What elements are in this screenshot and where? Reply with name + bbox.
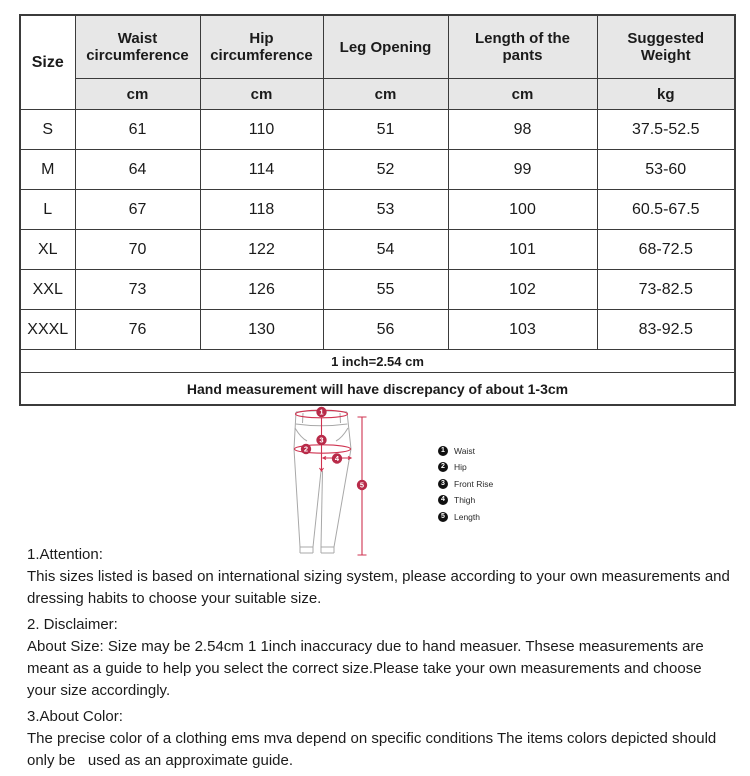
table-note-inch-row: [20, 350, 735, 373]
size-chart-table: [19, 14, 736, 406]
cell-waist: 64: [75, 150, 200, 190]
cell-leg: 56: [323, 310, 448, 350]
cell-size: S: [20, 110, 75, 150]
unit-cell-length: cm: [448, 79, 597, 110]
notes-section: [27, 544, 733, 776]
legend-item-waist: [438, 445, 493, 456]
cell-size: L: [20, 190, 75, 230]
cell-length: 99: [448, 150, 597, 190]
unit-cell-weight: kg: [597, 79, 735, 110]
inch-conversion-note: 1 inch=2.54 cm: [20, 350, 735, 373]
note-disclaimer-heading: 2. Disclaimer:: [27, 616, 118, 633]
note-attention-body: This sizes listed is based on international sizing system, please according to your own measurements and dressing habits to choose your suitable size.: [27, 568, 735, 607]
cell-length: 100: [448, 190, 597, 230]
marker-3-front-rise: 3: [319, 435, 324, 445]
legend-label: Waist: [454, 445, 475, 456]
cell-weight: 68-72.5: [597, 230, 735, 270]
legend-item-hip: [438, 462, 493, 473]
cell-length: 102: [448, 270, 597, 310]
cell-hip: 110: [200, 110, 323, 150]
table-row-s: [20, 110, 735, 150]
marker-5-length: 5: [359, 480, 365, 490]
cell-waist: 61: [75, 110, 200, 150]
cell-length: 103: [448, 310, 597, 350]
table-row-xxxl: [20, 310, 735, 350]
col-header-hip: Hip circumference: [200, 15, 323, 79]
table-row-m: [20, 150, 735, 190]
marker-2-hip: 2: [303, 444, 309, 454]
cell-weight: 60.5-67.5: [597, 190, 735, 230]
col-header-weight: Suggested Weight: [597, 15, 735, 79]
legend-label: Length: [454, 511, 480, 522]
col-header-length: Length of the pants: [448, 15, 597, 79]
cell-weight: 53-60: [597, 150, 735, 190]
cell-hip: 130: [200, 310, 323, 350]
legend-marker-4-icon: 4: [438, 495, 448, 505]
col-header-leg-opening: Leg Opening: [323, 15, 448, 79]
table-row-l: [20, 190, 735, 230]
cell-size: M: [20, 150, 75, 190]
col-header-waist: Waist circumference: [75, 15, 200, 79]
cell-waist: 67: [75, 190, 200, 230]
note-attention-heading: 1.Attention:: [27, 546, 103, 563]
pants-outline: [294, 411, 351, 553]
cell-size: XXL: [20, 270, 75, 310]
note-attention: [27, 544, 733, 610]
cell-hip: 114: [200, 150, 323, 190]
cell-leg: 51: [323, 110, 448, 150]
table-row-xxl: [20, 270, 735, 310]
cell-waist: 76: [75, 310, 200, 350]
legend-marker-3-icon: 3: [438, 479, 448, 489]
legend-marker-2-icon: 2: [438, 462, 448, 472]
cell-leg: 53: [323, 190, 448, 230]
note-about-color-heading: 3.About Color:: [27, 708, 123, 725]
legend-marker-1-icon: 1: [438, 446, 448, 456]
legend-marker-5-icon: 5: [438, 512, 448, 522]
cell-weight: 83-92.5: [597, 310, 735, 350]
legend-label: Hip: [454, 462, 467, 473]
col-header-size: Size: [20, 15, 75, 110]
cell-waist: 73: [75, 270, 200, 310]
measurement-lines: [295, 407, 367, 555]
marker-1-waist: 1: [319, 407, 324, 417]
measurement-markers: [301, 407, 367, 490]
cell-length: 101: [448, 230, 597, 270]
unit-row: [20, 79, 735, 110]
cell-hip: 126: [200, 270, 323, 310]
legend-label: Thigh: [454, 495, 476, 506]
unit-cell-hip: cm: [200, 79, 323, 110]
cell-leg: 54: [323, 230, 448, 270]
cell-weight: 73-82.5: [597, 270, 735, 310]
cell-size: XL: [20, 230, 75, 270]
legend-item-thigh: [438, 495, 493, 506]
legend-item-front-rise: [438, 478, 493, 489]
cell-length: 98: [448, 110, 597, 150]
table-row-xl: [20, 230, 735, 270]
marker-4-thigh: 4: [334, 454, 340, 464]
cell-weight: 37.5-52.5: [597, 110, 735, 150]
unit-cell-leg: cm: [323, 79, 448, 110]
cell-hip: 122: [200, 230, 323, 270]
cell-leg: 55: [323, 270, 448, 310]
unit-cell-waist: cm: [75, 79, 200, 110]
note-about-color-body: The precise color of a clothing ems mva depend on specific conditions The items colors depicted should only be used as an approximate guide.: [27, 730, 721, 769]
cell-hip: 118: [200, 190, 323, 230]
hand-measurement-note: Hand measurement will have discrepancy of about 1-3cm: [20, 373, 735, 406]
diagram-legend: [438, 445, 493, 528]
note-disclaimer: [27, 614, 733, 702]
legend-label: Front Rise: [454, 478, 494, 489]
note-about-color: [27, 706, 733, 772]
pants-measurement-diagram: [283, 400, 378, 560]
cell-waist: 70: [75, 230, 200, 270]
note-disclaimer-body: About Size: Size may be 2.54cm 1 1inch inaccuracy due to hand measuer. Thsese measurements are meant as a guide to help you select the correct size.Please take your own measurements and choose your size accordingly.: [27, 638, 708, 699]
cell-size: XXXL: [20, 310, 75, 350]
legend-item-length: [438, 511, 493, 522]
cell-leg: 52: [323, 150, 448, 190]
header-row: [20, 15, 735, 79]
